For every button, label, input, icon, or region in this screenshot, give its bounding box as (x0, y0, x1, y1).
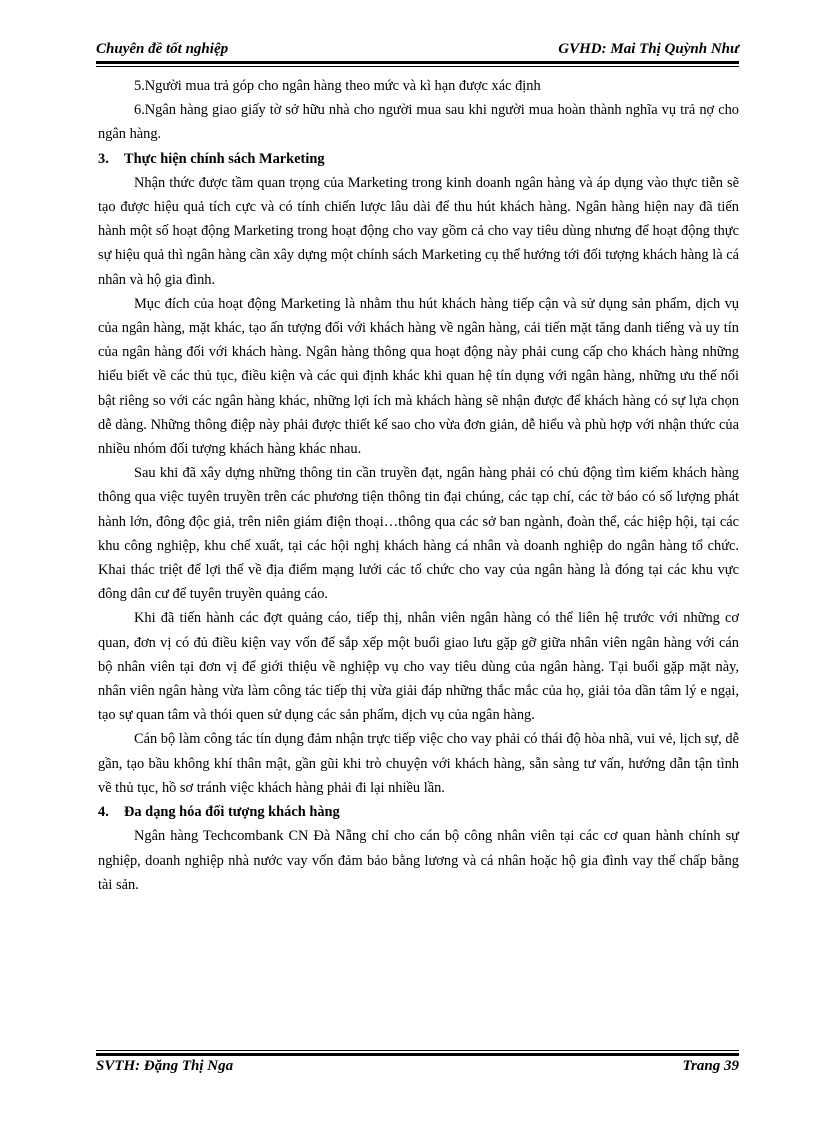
section-title: Thực hiện chính sách Marketing (124, 150, 325, 167)
paragraph-step-6: 6.Ngân hàng giao giấy tờ sở hữu nhà cho người mua sau khi người mua hoàn thành nghĩa vụ trả nợ cho ngân hàng. (98, 102, 739, 143)
section-number: 4. (98, 804, 109, 821)
section-heading-3 (98, 147, 739, 171)
footer-page-number: Trang 39 (682, 1058, 739, 1074)
footer-rule-thick (96, 1053, 739, 1056)
paragraph-credit-staff-conduct: Cán bộ làm công tác tín dụng đảm nhận trực tiếp việc cho vay phải có thái độ hòa nhã, vui vẻ, lịch sự, dễ gần, tạo bầu không khí thân mật, gần gũi khi trò chuyện với khách hàng, sẵn sàng tư vấn, hướng dẫn tận tình về thủ tục, hồ sơ tránh việc khách hàng phải đi lại nhiều lần. (98, 731, 739, 796)
paragraph-marketing-awareness: Nhận thức được tầm quan trọng của Marketing trong kinh doanh ngân hàng và áp dụng vào thực tiễn sẽ tạo được hiệu quả tích cực và có tính chiến lược lâu dài để thu hút khách hàng. Ngân hàng hiện nay đã tiến hành một số hoạt động Marketing trong hoạt động cho vay gồm cả cho vay tiêu dùng nhưng để hoạt động thực sự hiệu quả thì ngân hàng cần xây dựng một chính sách Marketing cụ thể hướng tới đối tượng khách hàng là cá nhân và hộ gia đình. (98, 174, 739, 288)
document-body (98, 74, 739, 897)
section-heading-4 (98, 800, 739, 824)
footer-student-name: SVTH: Đặng Thị Nga (96, 1058, 234, 1074)
paragraph-promotion-events: Khi đã tiến hành các đợt quảng cáo, tiếp thị, nhân viên ngân hàng có thể liên hệ trước với những cơ quan, đơn vị có đủ điều kiện vay vốn để sắp xếp một buổi giao lưu gặp gỡ giữa nhân viên ngân hàng với cán bộ nhân viên tại đơn vị để giới thiệu về nghiệp vụ cho vay tiêu dùng của ngân hàng. Tại buổi gặp mặt này, nhân viên ngân hàng vừa làm công tác tiếp thị vừa giải đáp những thắc mắc của họ, giải tỏa dần tâm lý e ngại, tạo sự quan tâm và thói quen sử dụng các sản phẩm, dịch vụ của ngân hàng. (98, 610, 739, 724)
paragraph-step-5: 5.Người mua trả góp cho ngân hàng theo mức và kì hạn được xác định (134, 78, 541, 94)
paragraph-marketing-purpose: Mục đích của hoạt động Marketing là nhằm thu hút khách hàng tiếp cận và sử dụng sản phẩm, dịch vụ của ngân hàng, mặt khác, tạo ấn tượng đối với khách hàng về ngân hàng, cải tiến mặt tăng danh tiếng và uy tín của ngân hàng đối với khách hàng. Ngân hàng thông qua hoạt động này phải cung cấp cho khách hàng những hiểu biết về các thủ tục, điều kiện và các qui định khác khi quan hệ tín dụng với ngân hàng, những ưu thế nổi bật riêng so với các ngân hàng khác, những lợi ích mà khách hàng sẽ nhận được để khách hàng có sự lựa chọn dễ dàng. Những thông điệp này phải được thiết kế sao cho vừa đơn giản, dễ hiểu và phù hợp với nhận thức của nhiều nhóm đối tượng khách hàng khác nhau. (98, 295, 739, 458)
section-number: 3. (98, 150, 109, 167)
section-title: Đa dạng hóa đối tượng khách hàng (124, 804, 340, 821)
header-document-title: Chuyên đề tốt nghiệp (96, 41, 229, 57)
footer-rule-thin (96, 1050, 739, 1051)
page-header (96, 36, 739, 58)
paragraph-customer-diversification: Ngân hàng Techcombank CN Đà Nẵng chỉ cho cán bộ công nhân viên tại các cơ quan hành chính sự nghiệp, doanh nghiệp nhà nước vay vốn đảm bảo bằng lương và cá nhân hoặc hộ gia đình vay thế chấp bằng tài sản. (98, 828, 739, 893)
header-rule-thin (96, 66, 739, 67)
header-supervisor: GVHD: Mai Thị Quỳnh Như (558, 41, 739, 57)
paragraph-customer-outreach: Sau khi đã xây dựng những thông tin cần truyền đạt, ngân hàng phải có chủ động tìm kiếm khách hàng thông qua việc tuyên truyền trên các phương tiện thông tin đại chúng, các tạp chí, các tờ báo có số lượng phát hành lớn, đông độc giả, trên niên giám điện thoại…thông qua các sở ban ngành, đoàn thể, các hiệp hội, tại các khu công nghiệp, khu chế xuất, tại các hội nghị khách hàng cá nhân và doanh nghiệp do ngân hàng tổ chức. Khai thác triệt để lợi thế về địa điểm mạng lưới các tổ chức cho vay của ngân hàng là đóng tại các khu vực đông dân cư để tuyên truyền quảng cáo. (98, 465, 739, 603)
header-rule-thick (96, 61, 739, 64)
page-footer (96, 1058, 739, 1075)
